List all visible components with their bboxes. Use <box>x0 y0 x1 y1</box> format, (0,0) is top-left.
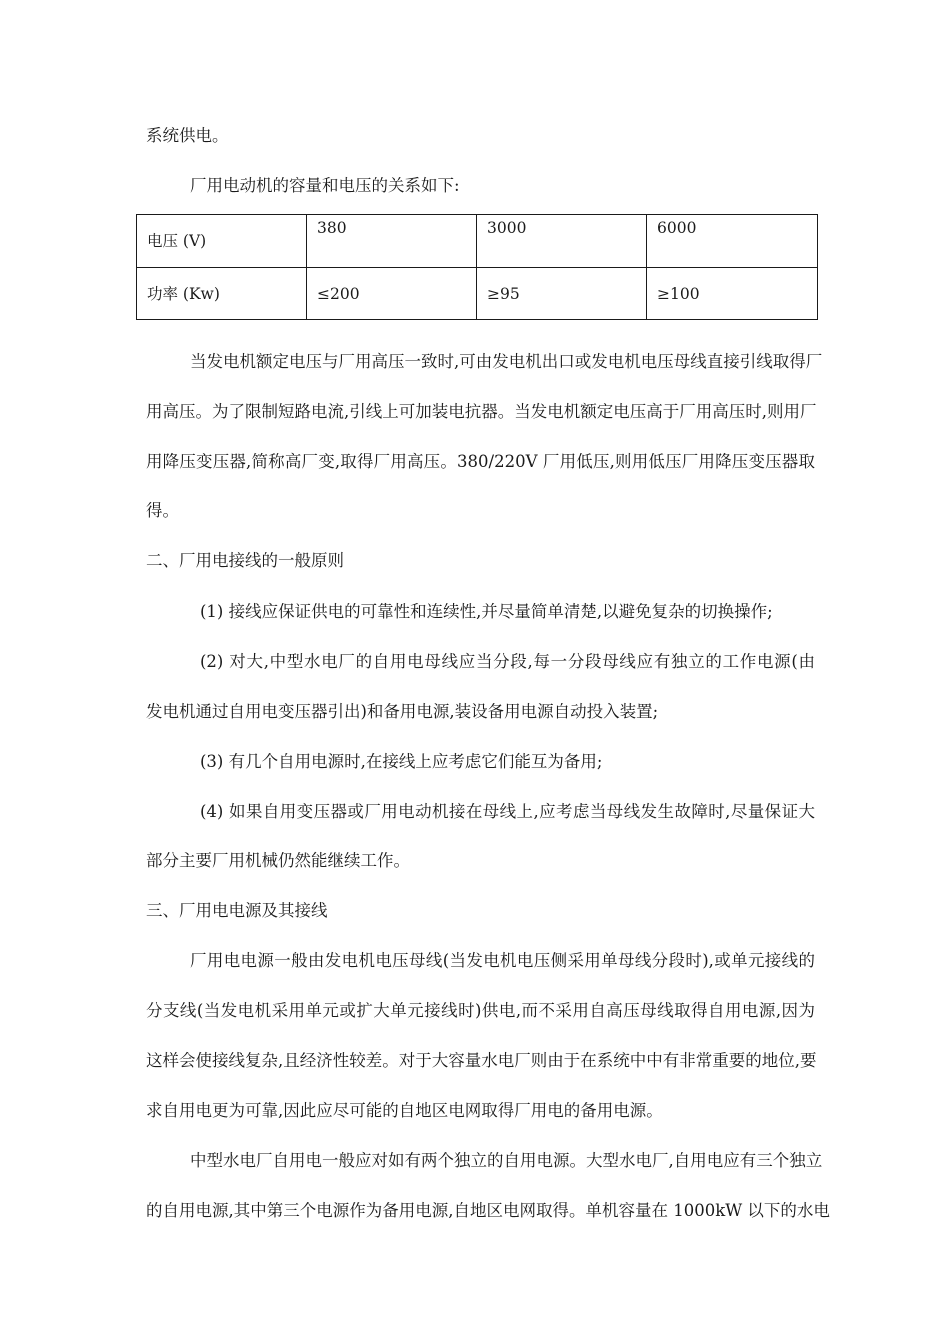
list-item-continuation: 部分主要厂用机械仍然能继续工作。 <box>146 851 410 870</box>
paragraph-line: 分支线(当发电机采用单元或扩大单元接线时)供电,而不采用自高压母线取得自用电源,因为 <box>146 1001 815 1020</box>
table-cell: 3000 <box>477 215 647 268</box>
table-row-voltage <box>137 215 818 268</box>
paragraph-line: 这样会使接线复杂,且经济性较差。对于大容量水电厂则由于在系统中中有非常重要的地位,要 <box>146 1051 817 1070</box>
table-intro-text: 厂用电动机的容量和电压的关系如下: <box>190 176 460 195</box>
table-row-power <box>137 268 818 320</box>
paragraph-line: 用高压。为了限制短路电流,引线上可加装电抗器。当发电机额定电压高于厂用高压时,则用厂 <box>146 402 817 421</box>
table-row-label: 功率 (Kw) <box>137 268 307 320</box>
paragraph-line: 当发电机额定电压与厂用高压一致时,可由发电机出口或发电机电压母线直接引线取得厂 <box>190 352 823 371</box>
paragraph-line: 求自用电更为可靠,因此应尽可能的自地区电网取得厂用电的备用电源。 <box>146 1101 663 1120</box>
paragraph-line: 用降压变压器,简称高厂变,取得厂用高压。380/220V 厂用低压,则用低压厂用降压变压器取 <box>146 452 815 471</box>
table-cell: 380 <box>307 215 477 268</box>
table-row-label: 电压 (V) <box>137 215 307 268</box>
list-item: (4) 如果自用变压器或厂用电动机接在母线上,应考虑当母线发生故障时,尽量保证大 <box>200 802 815 821</box>
list-item: (2) 对大,中型水电厂的自用电母线应当分段,每一分段母线应有独立的工作电源(由 <box>200 652 815 671</box>
section-heading: 三、厂用电电源及其接线 <box>146 901 328 920</box>
paragraph-line: 厂用电电源一般由发电机电压母线(当发电机电压侧采用单母线分段时),或单元接线的 <box>190 951 815 970</box>
paragraph-continuation: 系统供电。 <box>146 126 229 145</box>
list-item: (3) 有几个自用电源时,在接线上应考虑它们能互为备用; <box>200 752 603 771</box>
table-cell: 6000 <box>647 215 818 268</box>
list-item-continuation: 发电机通过自用电变压器引出)和备用电源,装设备用电源自动投入装置; <box>146 702 659 721</box>
paragraph-line: 得。 <box>146 501 179 520</box>
table-cell: ≤200 <box>307 268 477 320</box>
paragraph-line: 的自用电源,其中第三个电源作为备用电源,自地区电网取得。单机容量在 1000kW 以下的水电 <box>146 1201 830 1220</box>
list-item: (1) 接线应保证供电的可靠性和连续性,并尽量简单清楚,以避免复杂的切换操作; <box>200 602 773 621</box>
motor-capacity-voltage-table <box>136 214 818 320</box>
section-heading: 二、厂用电接线的一般原则 <box>146 551 344 570</box>
paragraph-line: 中型水电厂自用电一般应对如有两个独立的自用电源。大型水电厂,自用电应有三个独立 <box>190 1151 823 1170</box>
table-cell: ≥95 <box>477 268 647 320</box>
table-cell: ≥100 <box>647 268 818 320</box>
